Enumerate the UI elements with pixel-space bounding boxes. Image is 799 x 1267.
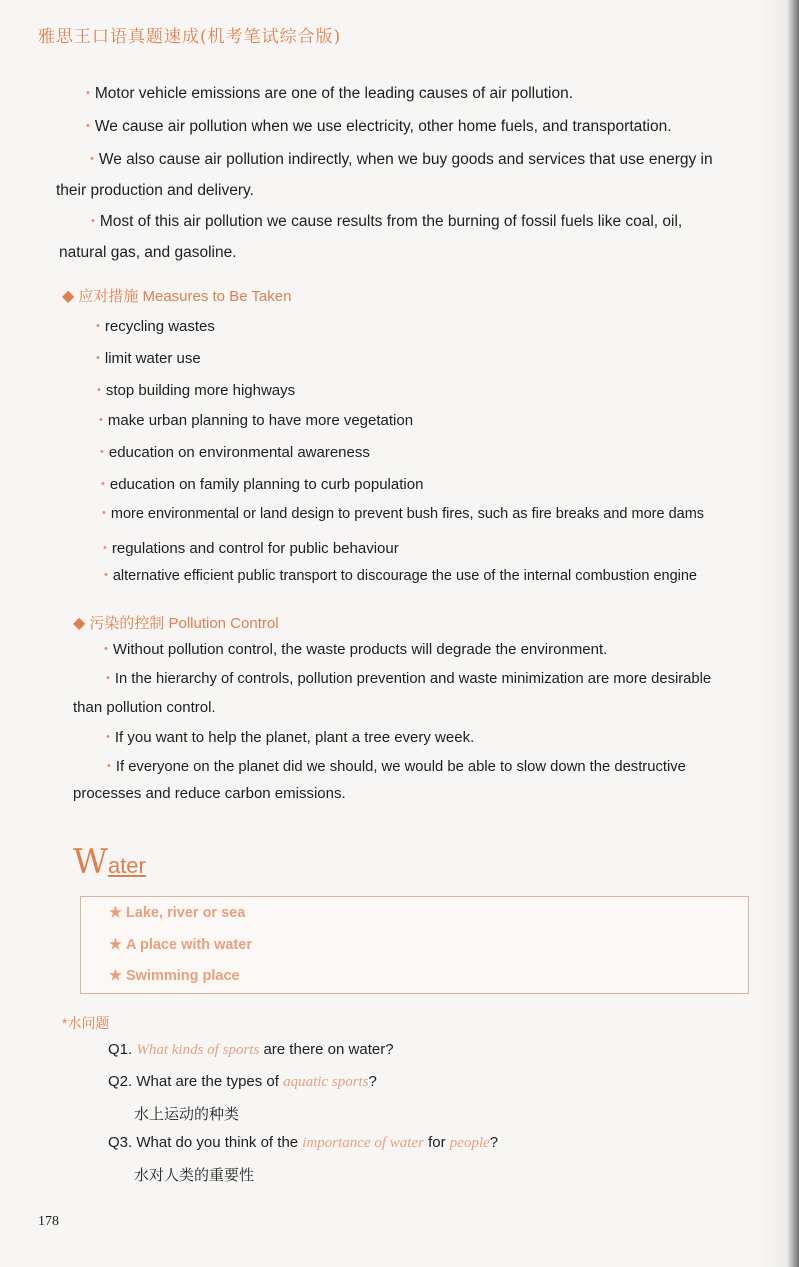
control-paragraph-cont: than pollution control. [73,699,216,716]
bullet-icon: • [101,478,105,490]
bullet-icon: • [102,507,106,519]
cause-paragraph: • We cause air pollution when we use electricity, other home fuels, and transportation. [86,118,672,135]
measure-item: • more environmental or land design to prevent bush fires, such as fire breaks and more dams [102,506,705,522]
measure-item: • education on family planning to curb population [101,476,424,493]
topic-box [80,896,749,994]
question-q2-translation: 水上运动的种类 [134,1106,240,1123]
question-q3: Q3. What do you think of the importance of water for people? [108,1134,499,1151]
bullet-icon: • [103,542,107,554]
bullet-icon: • [107,760,111,772]
cause-paragraph: • Most of this air pollution we cause results from the burning of fossil fuels like coal, oil, [91,213,683,230]
bullet-icon: • [106,672,110,684]
running-header: 雅思王口语真题速成(机考笔试综合版) [38,27,342,47]
star-icon: ★ [109,937,122,953]
topic-item: ★ Swimming place [109,968,240,984]
question-q1: Q1. What kinds of sports are there on water? [108,1041,394,1058]
control-paragraph: • If you want to help the planet, plant a tree every week. [106,729,475,746]
measures-heading: ◆ 应对措施 Measures to Be Taken [62,288,292,305]
bullet-icon: • [100,446,104,458]
cause-paragraph: • Motor vehicle emissions are one of the leading causes of air pollution. [86,85,574,102]
bullet-icon: • [91,215,95,227]
topic-item: ★ Lake, river or sea [109,905,246,921]
measure-item: • recycling wastes [96,318,215,335]
diamond-icon: ◆ [62,288,75,305]
page-edge-shadow [759,0,799,1267]
bullet-icon: • [96,320,100,332]
bullet-icon: • [97,384,101,396]
control-paragraph: • In the hierarchy of controls, pollution prevention and waste minimization are more desirable [106,671,712,687]
bullet-icon: • [104,569,108,581]
bullet-icon: • [104,643,108,655]
measure-item: • education on environmental awareness [100,444,370,461]
bullet-icon: • [106,731,110,743]
cause-paragraph: • We also cause air pollution indirectly, when we buy goods and services that use energy in [90,151,713,168]
measure-item: • regulations and control for public behaviour [103,540,399,557]
diamond-icon: ◆ [73,615,86,632]
bullet-icon: • [86,87,90,99]
bullet-icon: • [86,120,90,132]
control-heading: ◆ 污染的控制 Pollution Control [73,615,279,632]
measure-item: • limit water use [96,350,201,367]
measure-item: • make urban planning to have more vegetation [99,412,414,429]
page-number: 178 [38,1214,59,1229]
control-paragraph-cont: processes and reduce carbon emissions. [73,785,346,802]
question-q2: Q2. What are the types of aquatic sports? [108,1073,377,1090]
control-paragraph: • Without pollution control, the waste products will degrade the environment. [104,641,608,658]
cause-paragraph-cont: natural gas, and gasoline. [59,244,237,261]
question-q3-translation: 水对人类的重要性 [134,1167,255,1184]
bullet-icon: • [99,414,103,426]
star-icon: ★ [109,905,122,921]
question-heading: *水问题 [62,1015,110,1031]
bullet-icon: • [90,153,94,165]
star-icon: ★ [109,968,122,984]
control-paragraph: • If everyone on the planet did we should, we would be able to slow down the destructive [107,759,686,775]
measure-item: • stop building more highways [97,382,296,399]
measure-item: • alternative efficient public transport to discourage the use of the internal combustion engine [104,568,697,584]
topic-item: ★ A place with water [109,937,252,953]
bullet-icon: • [96,352,100,364]
cause-paragraph-cont: their production and delivery. [56,182,254,199]
water-title: Water [73,842,146,882]
